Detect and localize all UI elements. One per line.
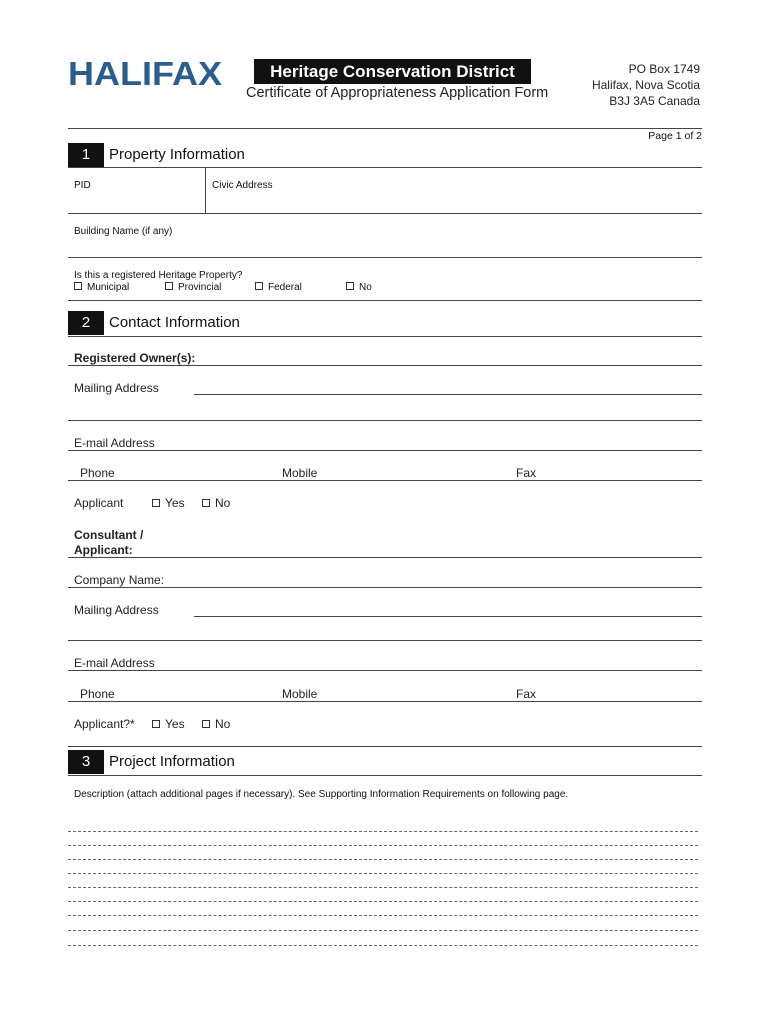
mailing-address-label: Mailing Address <box>74 603 159 617</box>
section-divider <box>68 775 702 776</box>
consultant-label-line1: Consultant / <box>74 528 144 542</box>
fax-label: Fax <box>516 687 537 701</box>
checkbox-icon <box>202 499 210 507</box>
description-line[interactable] <box>68 859 698 860</box>
mailing-address-field[interactable] <box>194 394 702 395</box>
mobile-label: Mobile <box>282 687 318 701</box>
mailing-address-field-2[interactable] <box>68 420 702 421</box>
address-line: Halifax, Nova Scotia <box>591 78 700 92</box>
mobile-label: Mobile <box>282 466 318 480</box>
consultant-label-line2: Applicant: <box>74 543 133 557</box>
email-label: E-mail Address <box>74 656 155 670</box>
checkbox-icon <box>152 720 160 728</box>
phone-label: Phone <box>80 466 115 480</box>
civic-address-label: Civic Address <box>212 180 273 191</box>
building-name-field[interactable] <box>68 257 702 258</box>
checkbox-icon <box>202 720 210 728</box>
section-number: 2 <box>68 311 104 335</box>
description-line[interactable] <box>68 945 698 946</box>
description-line[interactable] <box>68 930 698 931</box>
phone-field[interactable] <box>68 480 702 481</box>
checkbox-icon <box>255 282 263 290</box>
mailing-address-field-2[interactable] <box>68 640 702 641</box>
municipal-checkbox[interactable]: Municipal <box>74 282 129 293</box>
section-title: Property Information <box>109 146 245 163</box>
consultant-field[interactable] <box>68 557 702 558</box>
page-number: Page 1 of 2 <box>648 130 702 142</box>
form-subtitle: Certificate of Appropriateness Application Form <box>246 85 549 101</box>
field-separator <box>205 167 206 213</box>
applicant-label: Applicant?* <box>74 717 135 731</box>
checkbox-icon <box>165 282 173 290</box>
logo-text: HALIFAX <box>68 58 222 88</box>
mailing-address-block <box>592 61 700 109</box>
checkbox-icon <box>152 499 160 507</box>
description-line[interactable] <box>68 901 698 902</box>
company-name-field[interactable] <box>68 587 702 588</box>
section-divider <box>68 167 702 168</box>
description-line[interactable] <box>68 873 698 874</box>
email-field[interactable] <box>68 450 702 451</box>
mailing-address-label: Mailing Address <box>74 381 159 395</box>
heritage-question: Is this a registered Heritage Property? <box>74 270 243 281</box>
description-line[interactable] <box>68 887 698 888</box>
section-divider <box>68 300 702 301</box>
federal-checkbox[interactable]: Federal <box>255 282 302 293</box>
provincial-checkbox[interactable]: Provincial <box>165 282 221 293</box>
company-name-label: Company Name: <box>74 573 165 587</box>
mailing-address-field[interactable] <box>194 616 702 617</box>
fax-label: Fax <box>516 466 537 480</box>
description-line[interactable] <box>68 831 698 832</box>
pid-label: PID <box>74 180 91 191</box>
description-line[interactable] <box>68 845 698 846</box>
section-title: Project Information <box>109 753 235 770</box>
applicant-yes-checkbox[interactable]: Yes <box>152 717 185 731</box>
pid-field[interactable] <box>68 213 702 214</box>
applicant-label: Applicant <box>74 496 124 510</box>
section-divider <box>68 336 702 337</box>
applicant-no-checkbox[interactable]: No <box>202 496 230 510</box>
description-line[interactable] <box>68 915 698 916</box>
phone-field[interactable] <box>68 701 702 702</box>
phone-label: Phone <box>80 687 115 701</box>
form-title: Heritage Conservation District <box>254 59 531 84</box>
registered-owners-label: Registered Owner(s): <box>74 351 196 365</box>
section-divider <box>68 746 702 747</box>
email-label: E-mail Address <box>74 436 155 450</box>
section-title: Contact Information <box>109 314 240 331</box>
checkbox-icon <box>74 282 82 290</box>
applicant-yes-checkbox[interactable]: Yes <box>152 496 185 510</box>
checkbox-icon <box>346 282 354 290</box>
section-number: 1 <box>68 143 104 167</box>
applicant-no-checkbox[interactable]: No <box>202 717 230 731</box>
registered-owners-field[interactable] <box>68 365 702 366</box>
address-line: B3J 3A5 Canada <box>609 94 700 108</box>
building-name-label: Building Name (if any) <box>74 226 173 237</box>
address-line: PO Box 1749 <box>628 62 700 76</box>
halifax-logo <box>68 58 224 88</box>
description-label: Description (attach additional pages if necessary). See Supporting Information Requirements on following page. <box>74 789 569 800</box>
email-field[interactable] <box>68 670 702 671</box>
section-number: 3 <box>68 750 104 774</box>
no-checkbox[interactable]: No <box>346 282 372 293</box>
header-divider <box>68 128 702 129</box>
